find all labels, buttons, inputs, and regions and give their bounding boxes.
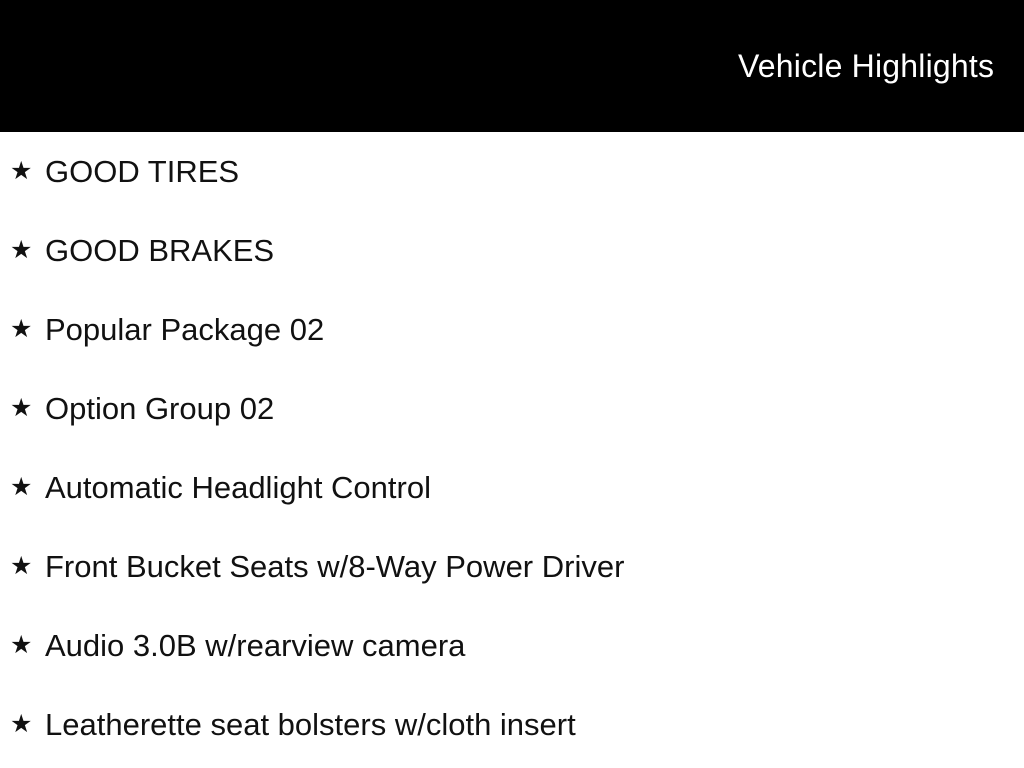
highlight-text: Leatherette seat bolsters w/cloth insert [45,706,576,742]
highlight-text: GOOD TIRES [45,153,240,189]
vehicle-highlights-list [0,132,1024,764]
highlight-item [0,132,1024,211]
highlight-text: Automatic Headlight Control [45,469,431,505]
highlight-item [0,448,1024,527]
star-icon: ★ [10,473,33,501]
highlight-text: GOOD BRAKES [45,232,275,268]
highlight-item [0,606,1024,685]
highlight-item [0,527,1024,606]
star-icon: ★ [10,157,33,185]
star-icon: ★ [10,710,33,738]
star-icon: ★ [10,236,33,264]
highlight-item [0,290,1024,369]
header-bar [0,0,1024,132]
highlight-item [0,685,1024,764]
highlight-text: Front Bucket Seats w/8-Way Power Driver [45,548,625,584]
page-title: Vehicle Highlights [738,47,995,84]
star-icon: ★ [10,394,33,422]
highlight-text: Option Group 02 [45,390,275,426]
star-icon: ★ [10,552,33,580]
highlight-item [0,211,1024,290]
highlight-item [0,369,1024,448]
star-icon: ★ [10,315,33,343]
highlight-text: Audio 3.0B w/rearview camera [45,627,466,663]
highlight-text: Popular Package 02 [45,311,325,347]
star-icon: ★ [10,631,33,659]
